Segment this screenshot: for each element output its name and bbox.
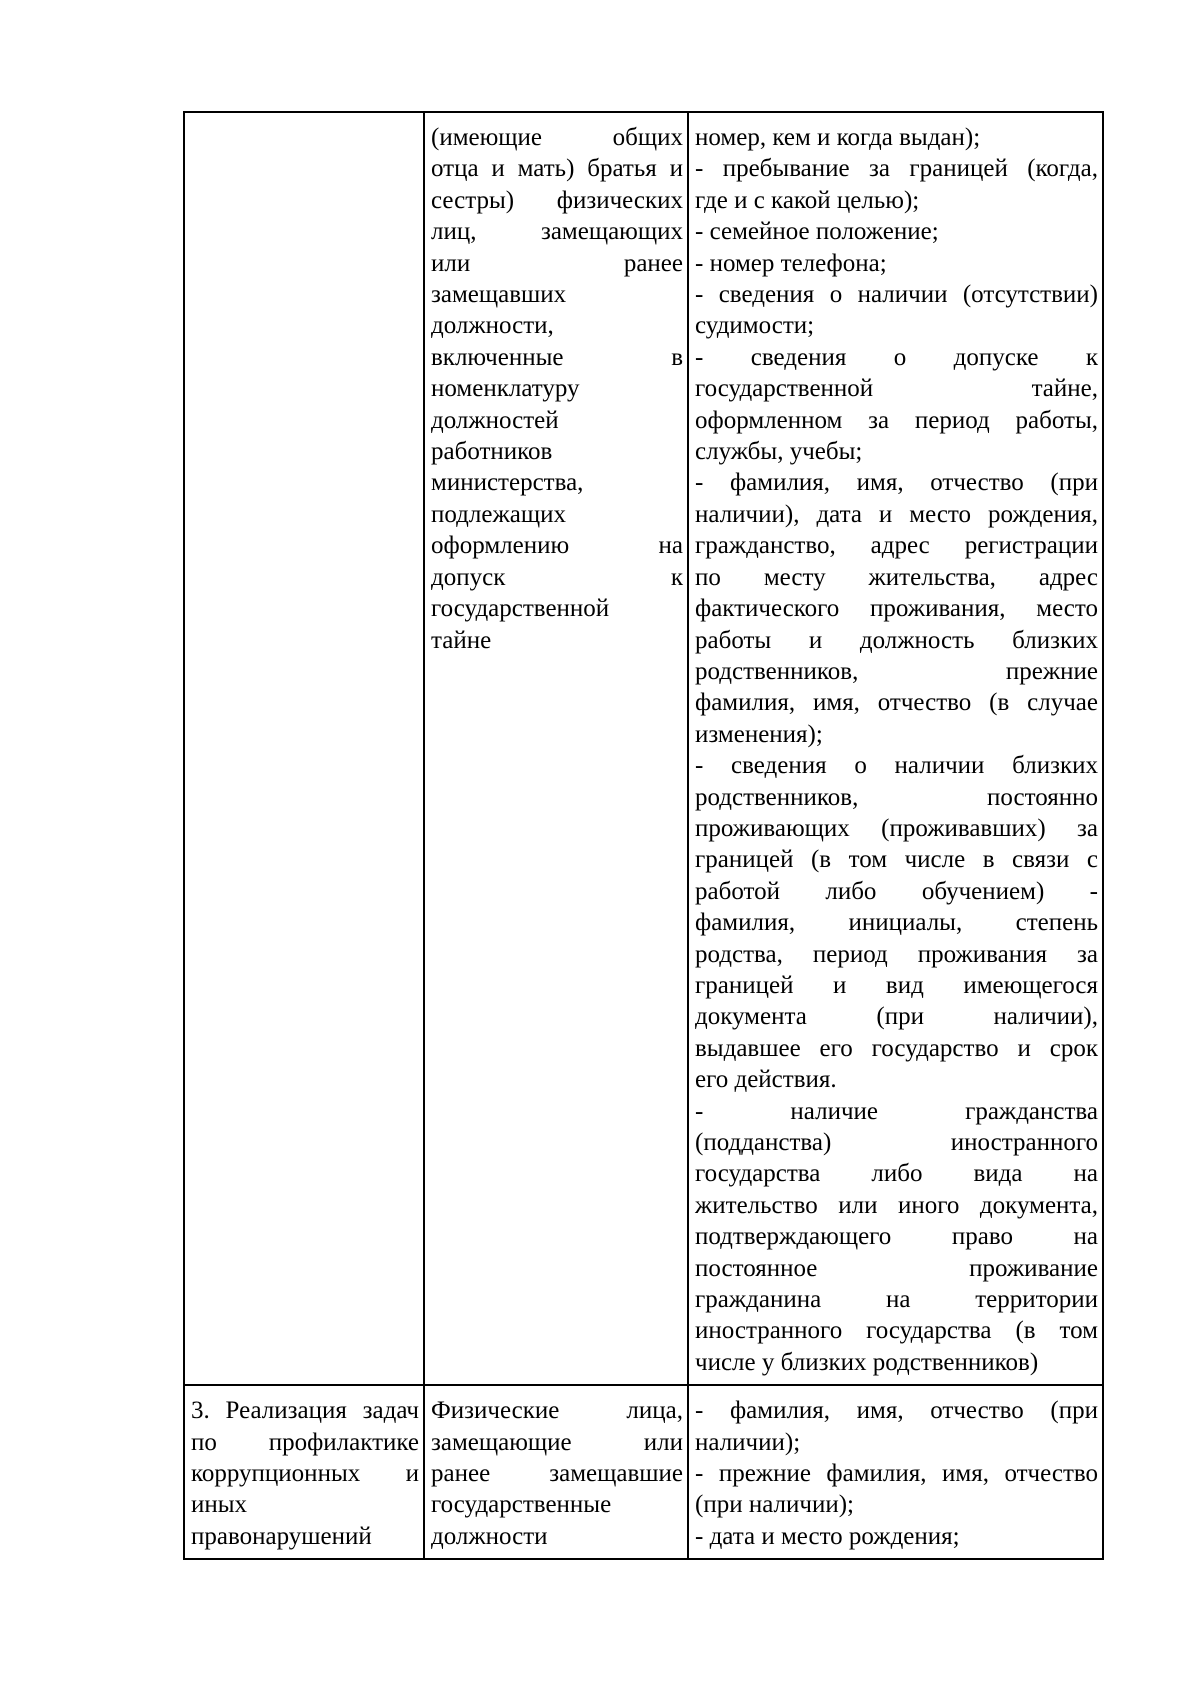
text-line: оформленном за период работы, bbox=[695, 406, 1098, 434]
text-line: судимости; bbox=[695, 312, 815, 340]
text-line: - фамилия, имя, отчество (при bbox=[695, 469, 1098, 497]
text-line: или ранее bbox=[431, 249, 683, 277]
table-cell-purpose bbox=[184, 112, 424, 1385]
text-line: оформлению на bbox=[431, 532, 683, 560]
text-line: числе у близких родственников) bbox=[695, 1348, 1039, 1376]
text-line: наличии), дата и место рождения, bbox=[695, 500, 1098, 528]
text-line: границей и вид имеющегося bbox=[695, 971, 1098, 999]
text-line: службы, учебы; bbox=[695, 438, 863, 466]
text-line: фамилия, имя, отчество (в случае bbox=[695, 689, 1098, 717]
cell-text bbox=[431, 1395, 683, 1552]
text-line: по месту жительства, адрес bbox=[695, 563, 1098, 591]
data-table bbox=[183, 111, 1104, 1560]
text-line: - сведения о допуске к bbox=[695, 343, 1098, 371]
text-line: наличии); bbox=[695, 1428, 801, 1456]
text-line: подтверждающего право на bbox=[695, 1223, 1098, 1251]
table-cell-subjects bbox=[424, 1385, 688, 1559]
text-line: жительство или иного документа, bbox=[695, 1191, 1098, 1219]
table-cell-subjects bbox=[424, 112, 688, 1385]
table-row-3 bbox=[184, 1385, 1103, 1559]
text-line: государственной bbox=[431, 595, 610, 623]
text-line: иных bbox=[191, 1491, 248, 1519]
text-line: родства, период проживания за bbox=[695, 940, 1098, 968]
text-line: Физические лица, bbox=[431, 1397, 683, 1425]
text-line: 3. Реализация задач bbox=[191, 1397, 419, 1425]
text-line: государства либо вида на bbox=[695, 1160, 1098, 1188]
table-row-continuation bbox=[184, 112, 1103, 1385]
text-line: должности, bbox=[431, 312, 554, 340]
text-line: государственной тайне, bbox=[695, 375, 1098, 403]
text-line: должности bbox=[431, 1522, 548, 1550]
text-line: (имеющие общих bbox=[431, 124, 683, 151]
text-line: должностей bbox=[431, 406, 559, 434]
table-cell-purpose bbox=[184, 1385, 424, 1559]
text-line: родственников, прежние bbox=[695, 657, 1098, 685]
text-line: гражданина на территории bbox=[695, 1286, 1098, 1314]
text-line: отца и мать) братья и bbox=[431, 155, 683, 183]
text-line: иностранного государства (в том bbox=[695, 1317, 1098, 1345]
table-cell-data-list bbox=[688, 112, 1103, 1385]
text-line: - номер телефона; bbox=[695, 249, 887, 277]
table-body bbox=[184, 112, 1103, 1559]
text-line: подлежащих bbox=[431, 500, 566, 528]
text-line: по профилактике bbox=[191, 1428, 419, 1456]
text-line: (подданства) иностранного bbox=[695, 1129, 1098, 1156]
text-line: правонарушений bbox=[191, 1522, 372, 1550]
text-line: работников bbox=[431, 438, 553, 466]
text-line: сестры) физических bbox=[431, 186, 683, 214]
text-line: - прежние фамилия, имя, отчество bbox=[695, 1460, 1098, 1488]
cell-text bbox=[695, 122, 1098, 1378]
text-line: номер, кем и когда выдан); bbox=[695, 124, 981, 151]
text-line: замещавших bbox=[431, 281, 567, 309]
text-line: проживающих (проживавших) за bbox=[695, 814, 1098, 842]
text-line: его действия. bbox=[695, 1066, 837, 1094]
text-line: - сведения о наличии близких bbox=[695, 752, 1098, 780]
text-line: где и с какой целью); bbox=[695, 186, 920, 214]
text-line: - пребывание за границей (когда, bbox=[695, 155, 1098, 183]
text-line: - дата и место рождения; bbox=[695, 1522, 960, 1550]
text-line: - сведения о наличии (отсутствии) bbox=[695, 281, 1098, 309]
text-line: изменения); bbox=[695, 720, 823, 748]
text-line: выдавшее его государство и срок bbox=[695, 1034, 1098, 1062]
text-line: государственные bbox=[431, 1491, 612, 1519]
text-line: министерства, bbox=[431, 469, 584, 497]
text-line: документа (при наличии), bbox=[695, 1003, 1098, 1031]
text-line: коррупционных и bbox=[191, 1460, 419, 1488]
text-line: фактического проживания, место bbox=[695, 595, 1098, 623]
text-line: постоянное проживание bbox=[695, 1254, 1098, 1282]
text-line: - наличие гражданства bbox=[695, 1097, 1098, 1125]
text-line: номенклатуру bbox=[431, 375, 580, 403]
text-line: включенные в bbox=[431, 343, 683, 371]
table-cell-data-list bbox=[688, 1385, 1103, 1559]
text-line: - семейное положение; bbox=[695, 218, 939, 246]
text-line: родственников, постоянно bbox=[695, 783, 1098, 811]
text-line: - фамилия, имя, отчество (при bbox=[695, 1397, 1098, 1425]
cell-text bbox=[191, 1395, 419, 1552]
text-line: (при наличии); bbox=[695, 1491, 854, 1519]
text-line: гражданство, адрес регистрации bbox=[695, 532, 1098, 560]
text-line: замещающие или bbox=[431, 1428, 683, 1456]
text-line: фамилия, инициалы, степень bbox=[695, 909, 1098, 937]
cell-text bbox=[431, 122, 683, 656]
cell-text bbox=[695, 1395, 1098, 1552]
text-line: ранее замещавшие bbox=[431, 1460, 683, 1488]
text-line: тайне bbox=[431, 626, 492, 654]
text-line: допуск к bbox=[431, 563, 683, 591]
text-line: границей (в том числе в связи с bbox=[695, 846, 1098, 874]
text-line: работой либо обучением) - bbox=[695, 877, 1098, 905]
text-line: работы и должность близких bbox=[695, 626, 1098, 654]
text-line: лиц, замещающих bbox=[431, 218, 683, 246]
